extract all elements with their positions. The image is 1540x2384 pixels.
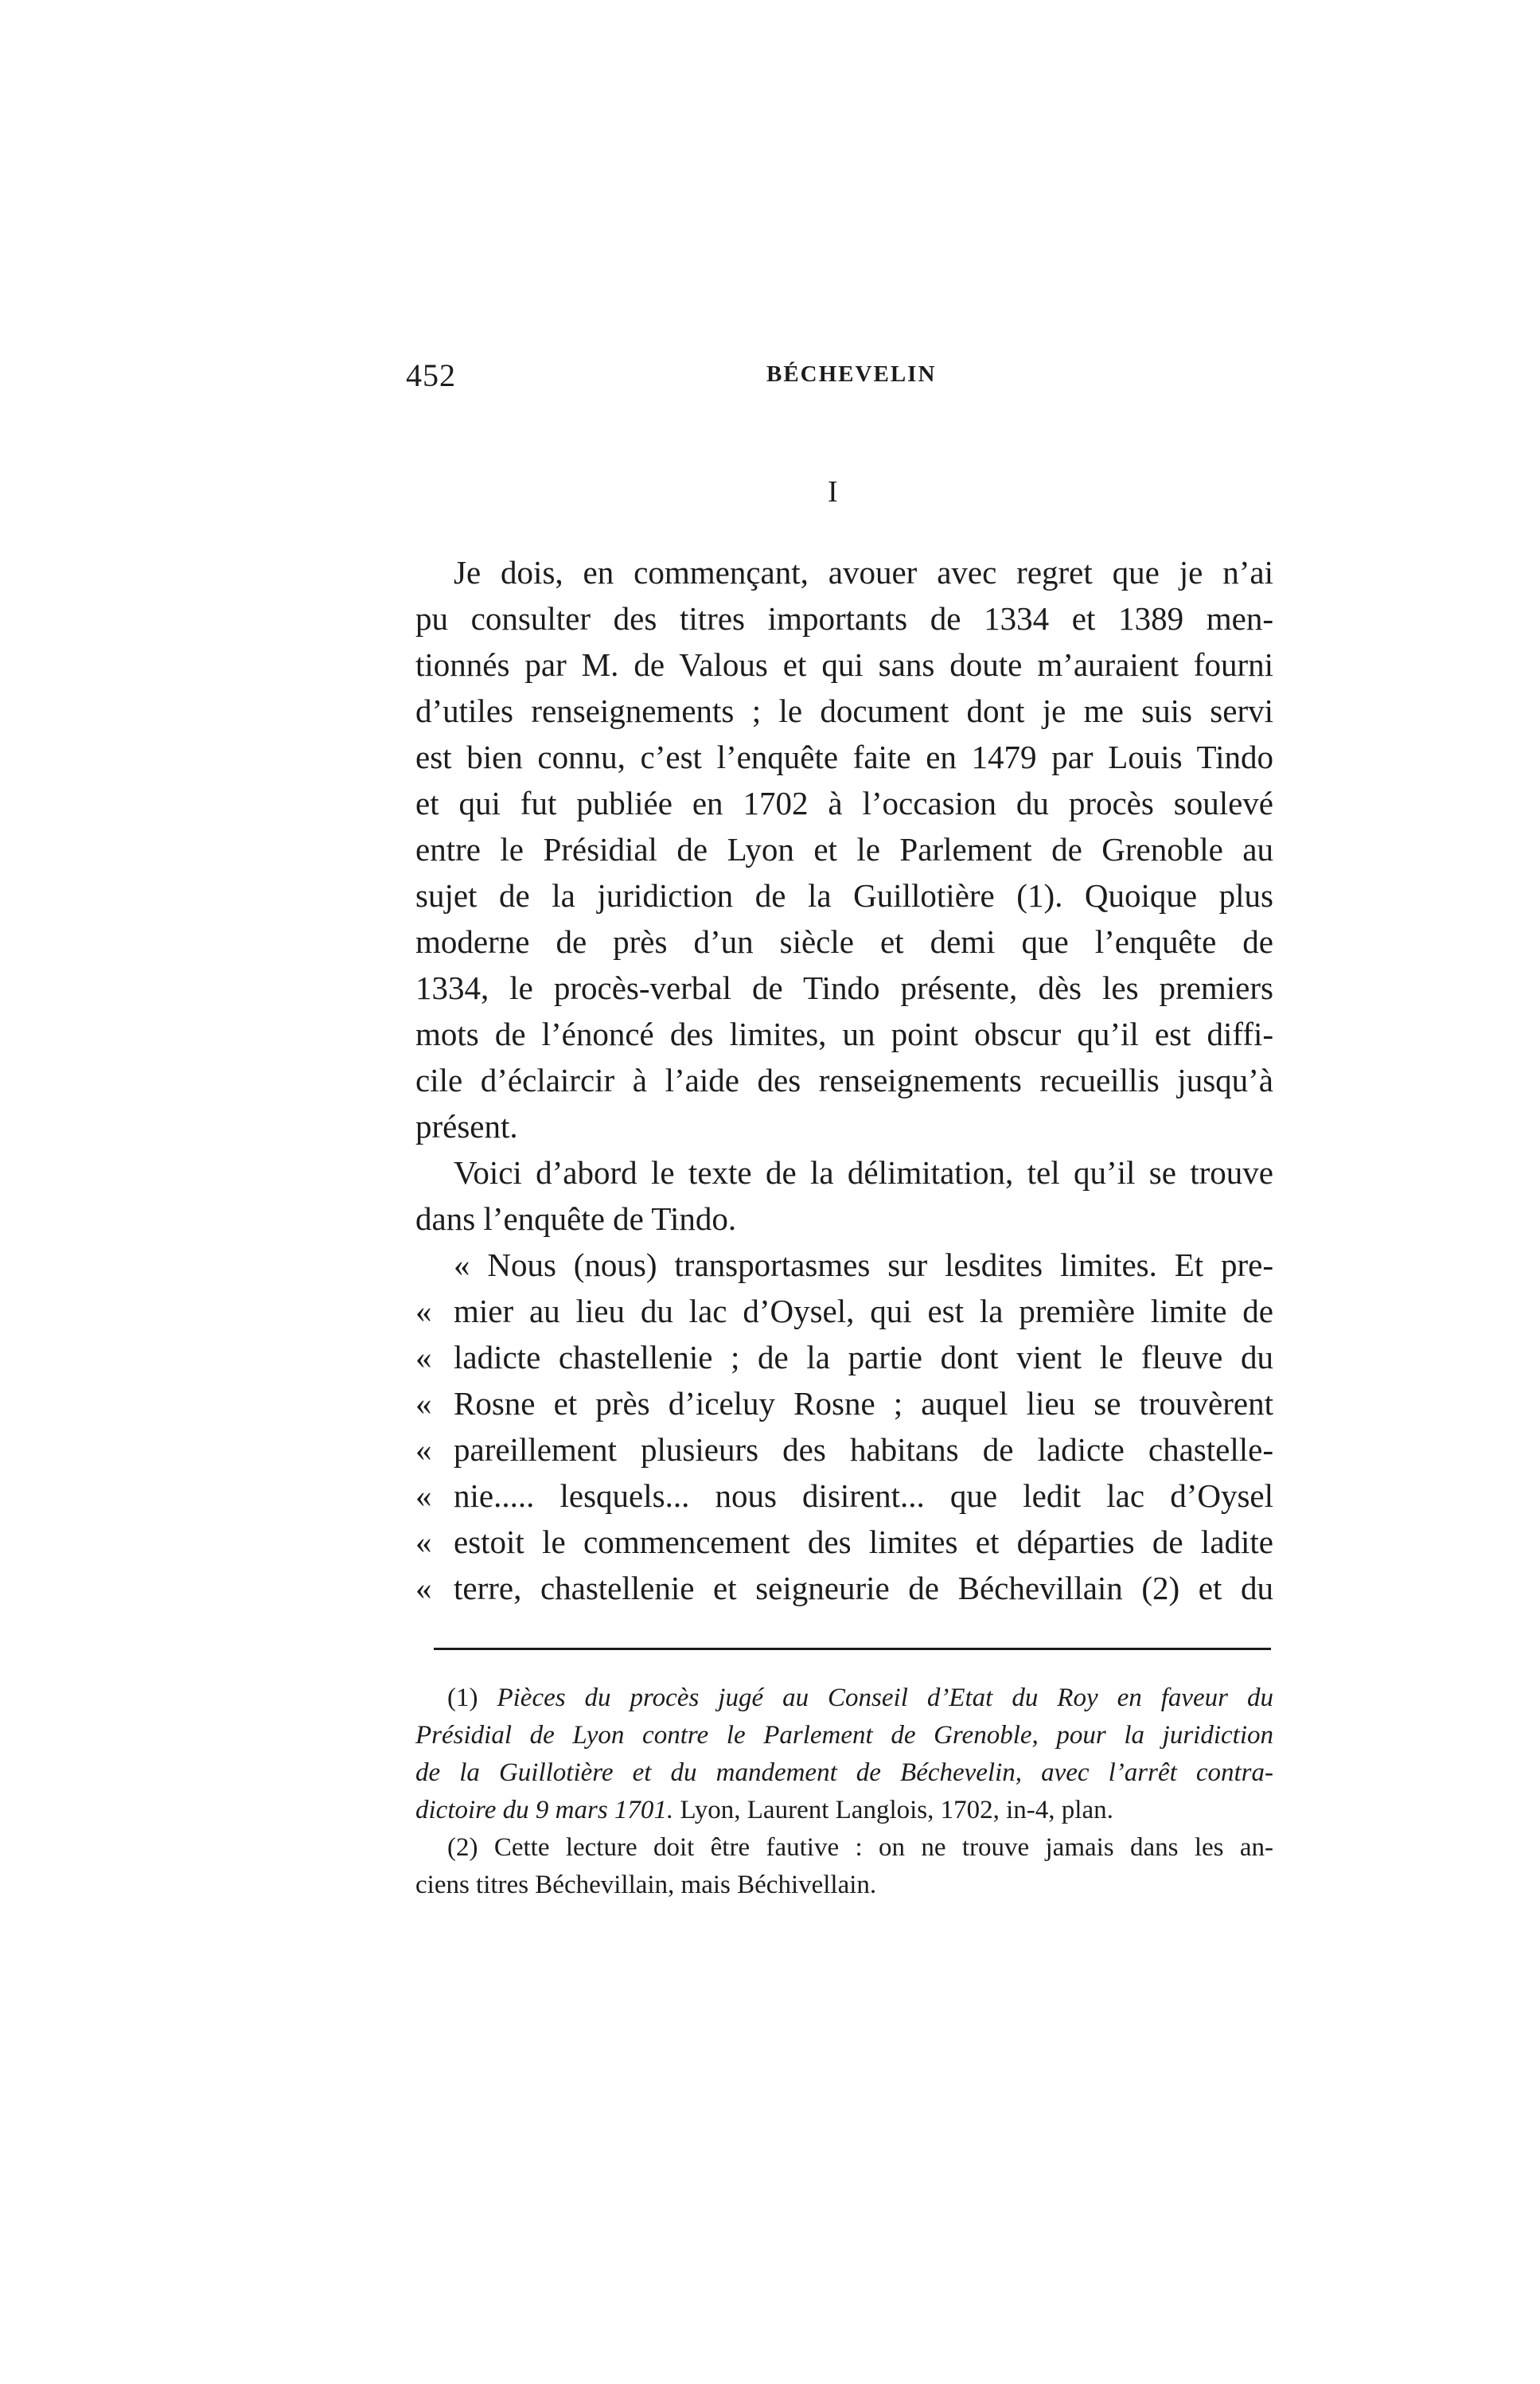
quote-mark: « [415, 1570, 432, 1606]
body-line: mots de l’énoncé des limites, un point obscur qu’il est diffi- [415, 1016, 1273, 1052]
quote-line [415, 1288, 1273, 1334]
quote-line [415, 1473, 1273, 1519]
body-line: sujet de la juridiction de la Guillotière (1). Quoique plus [415, 877, 1273, 914]
body-line: tionnés par M. de Valous et qui sans doute m’auraient fourni [415, 646, 1273, 683]
body-line: présent. [415, 1108, 518, 1145]
body-line: d’utiles renseignements ; le document dont je me suis servi [415, 693, 1273, 729]
body-line: entre le Présidial de Lyon et le Parlement de Grenoble au [415, 831, 1273, 868]
body-text [415, 549, 1273, 1611]
body-line: et qui fut publiée en 1702 à l’occasion du procès soulevé [415, 785, 1273, 821]
quote-line [415, 1565, 1273, 1611]
footnote-italic-text: Pièces du procès jugé au Conseil d’Etat du Roy en faveur du [497, 1684, 1273, 1712]
footnote-2-line: (2) Cette lecture doit être fautive : on ne trouve jamais dans les an- [447, 1833, 1273, 1862]
footnote-1-line [415, 1792, 1273, 1829]
footnote-1-line [415, 1717, 1273, 1754]
footnote-2-line: ciens titres Béchevillain, mais Béchivellain. [415, 1871, 877, 1899]
body-line: Je dois, en commençant, avouer avec regret que je n’ai [454, 554, 1273, 591]
body-line: pu consulter des titres importants de 1334 et 1389 men- [415, 600, 1273, 637]
quote-mark: « [415, 1477, 432, 1514]
quote-line [415, 1519, 1273, 1565]
body-line: est bien connu, c’est l’enquête faite en 1479 par Louis Tindo [415, 739, 1273, 775]
quote-mark: « [415, 1339, 432, 1375]
running-head [406, 357, 937, 396]
quote-mark: « [415, 1524, 432, 1560]
quote-opening-line: « Nous (nous) transportasmes sur lesdites limites. Et pre- [454, 1247, 1273, 1283]
quote-mark: « [415, 1385, 432, 1422]
quote-line-text: estoit le commencement des limites et départies de ladite [454, 1524, 1273, 1560]
footnote-publication: Lyon, Laurent Langlois, 1702, in-4, plan. [680, 1796, 1113, 1824]
quote-line-text: mier au lieu du lac d’Oysel, qui est la première limite de [454, 1293, 1273, 1329]
page-number: 452 [406, 357, 456, 393]
quote-line-text: pareillement plusieurs des habitans de ladicte chastelle- [454, 1431, 1273, 1468]
quote-line-text: Rosne et près d’iceluy Rosne ; auquel lieu se trouvèrent [454, 1385, 1273, 1422]
footnote-italic-text: dictoire du 9 mars 1701. [415, 1796, 674, 1824]
footnotes [415, 1680, 1273, 1904]
quote-line [415, 1380, 1273, 1426]
body-line: cile d’éclaircir à l’aide des renseignements recueillis jusqu’à [415, 1062, 1273, 1098]
footnote-italic-text: Présidial de Lyon contre le Parlement de Grenoble, pour la juridiction [415, 1721, 1273, 1750]
quote-line [415, 1334, 1273, 1380]
body-line: moderne de près d’un siècle et demi que l’enquête de [415, 923, 1273, 960]
running-title: BÉCHEVELIN [766, 361, 937, 387]
quote-line-text: terre, chastellenie et seigneurie de Béchevillain (2) et du [454, 1570, 1273, 1606]
quote-line [415, 1426, 1273, 1473]
quote-line-text: ladicte chastellenie ; de la partie dont vient le fleuve du [454, 1339, 1273, 1375]
body-line: 1334, le procès-verbal de Tindo présente, dès les premiers [415, 970, 1273, 1006]
footnote-italic-text: de la Guillotière et du mandement de Béchevelin, avec l’arrêt contra- [415, 1758, 1273, 1787]
footnote-1-line [415, 1754, 1273, 1792]
footnote-1-line [415, 1680, 1273, 1717]
body-line: dans l’enquête de Tindo. [415, 1200, 737, 1237]
section-number: I [828, 475, 838, 509]
footnote-rule [434, 1648, 1271, 1650]
quote-mark: « [415, 1431, 432, 1468]
quote-line-text: nie..... lesquels... nous disirent... que ledit lac d’Oysel [454, 1477, 1273, 1514]
footnote-marker: (1) [447, 1684, 478, 1712]
body-line: Voici d’abord le texte de la délimitation, tel qu’il se trouve [454, 1154, 1273, 1191]
quote-mark: « [415, 1293, 432, 1329]
